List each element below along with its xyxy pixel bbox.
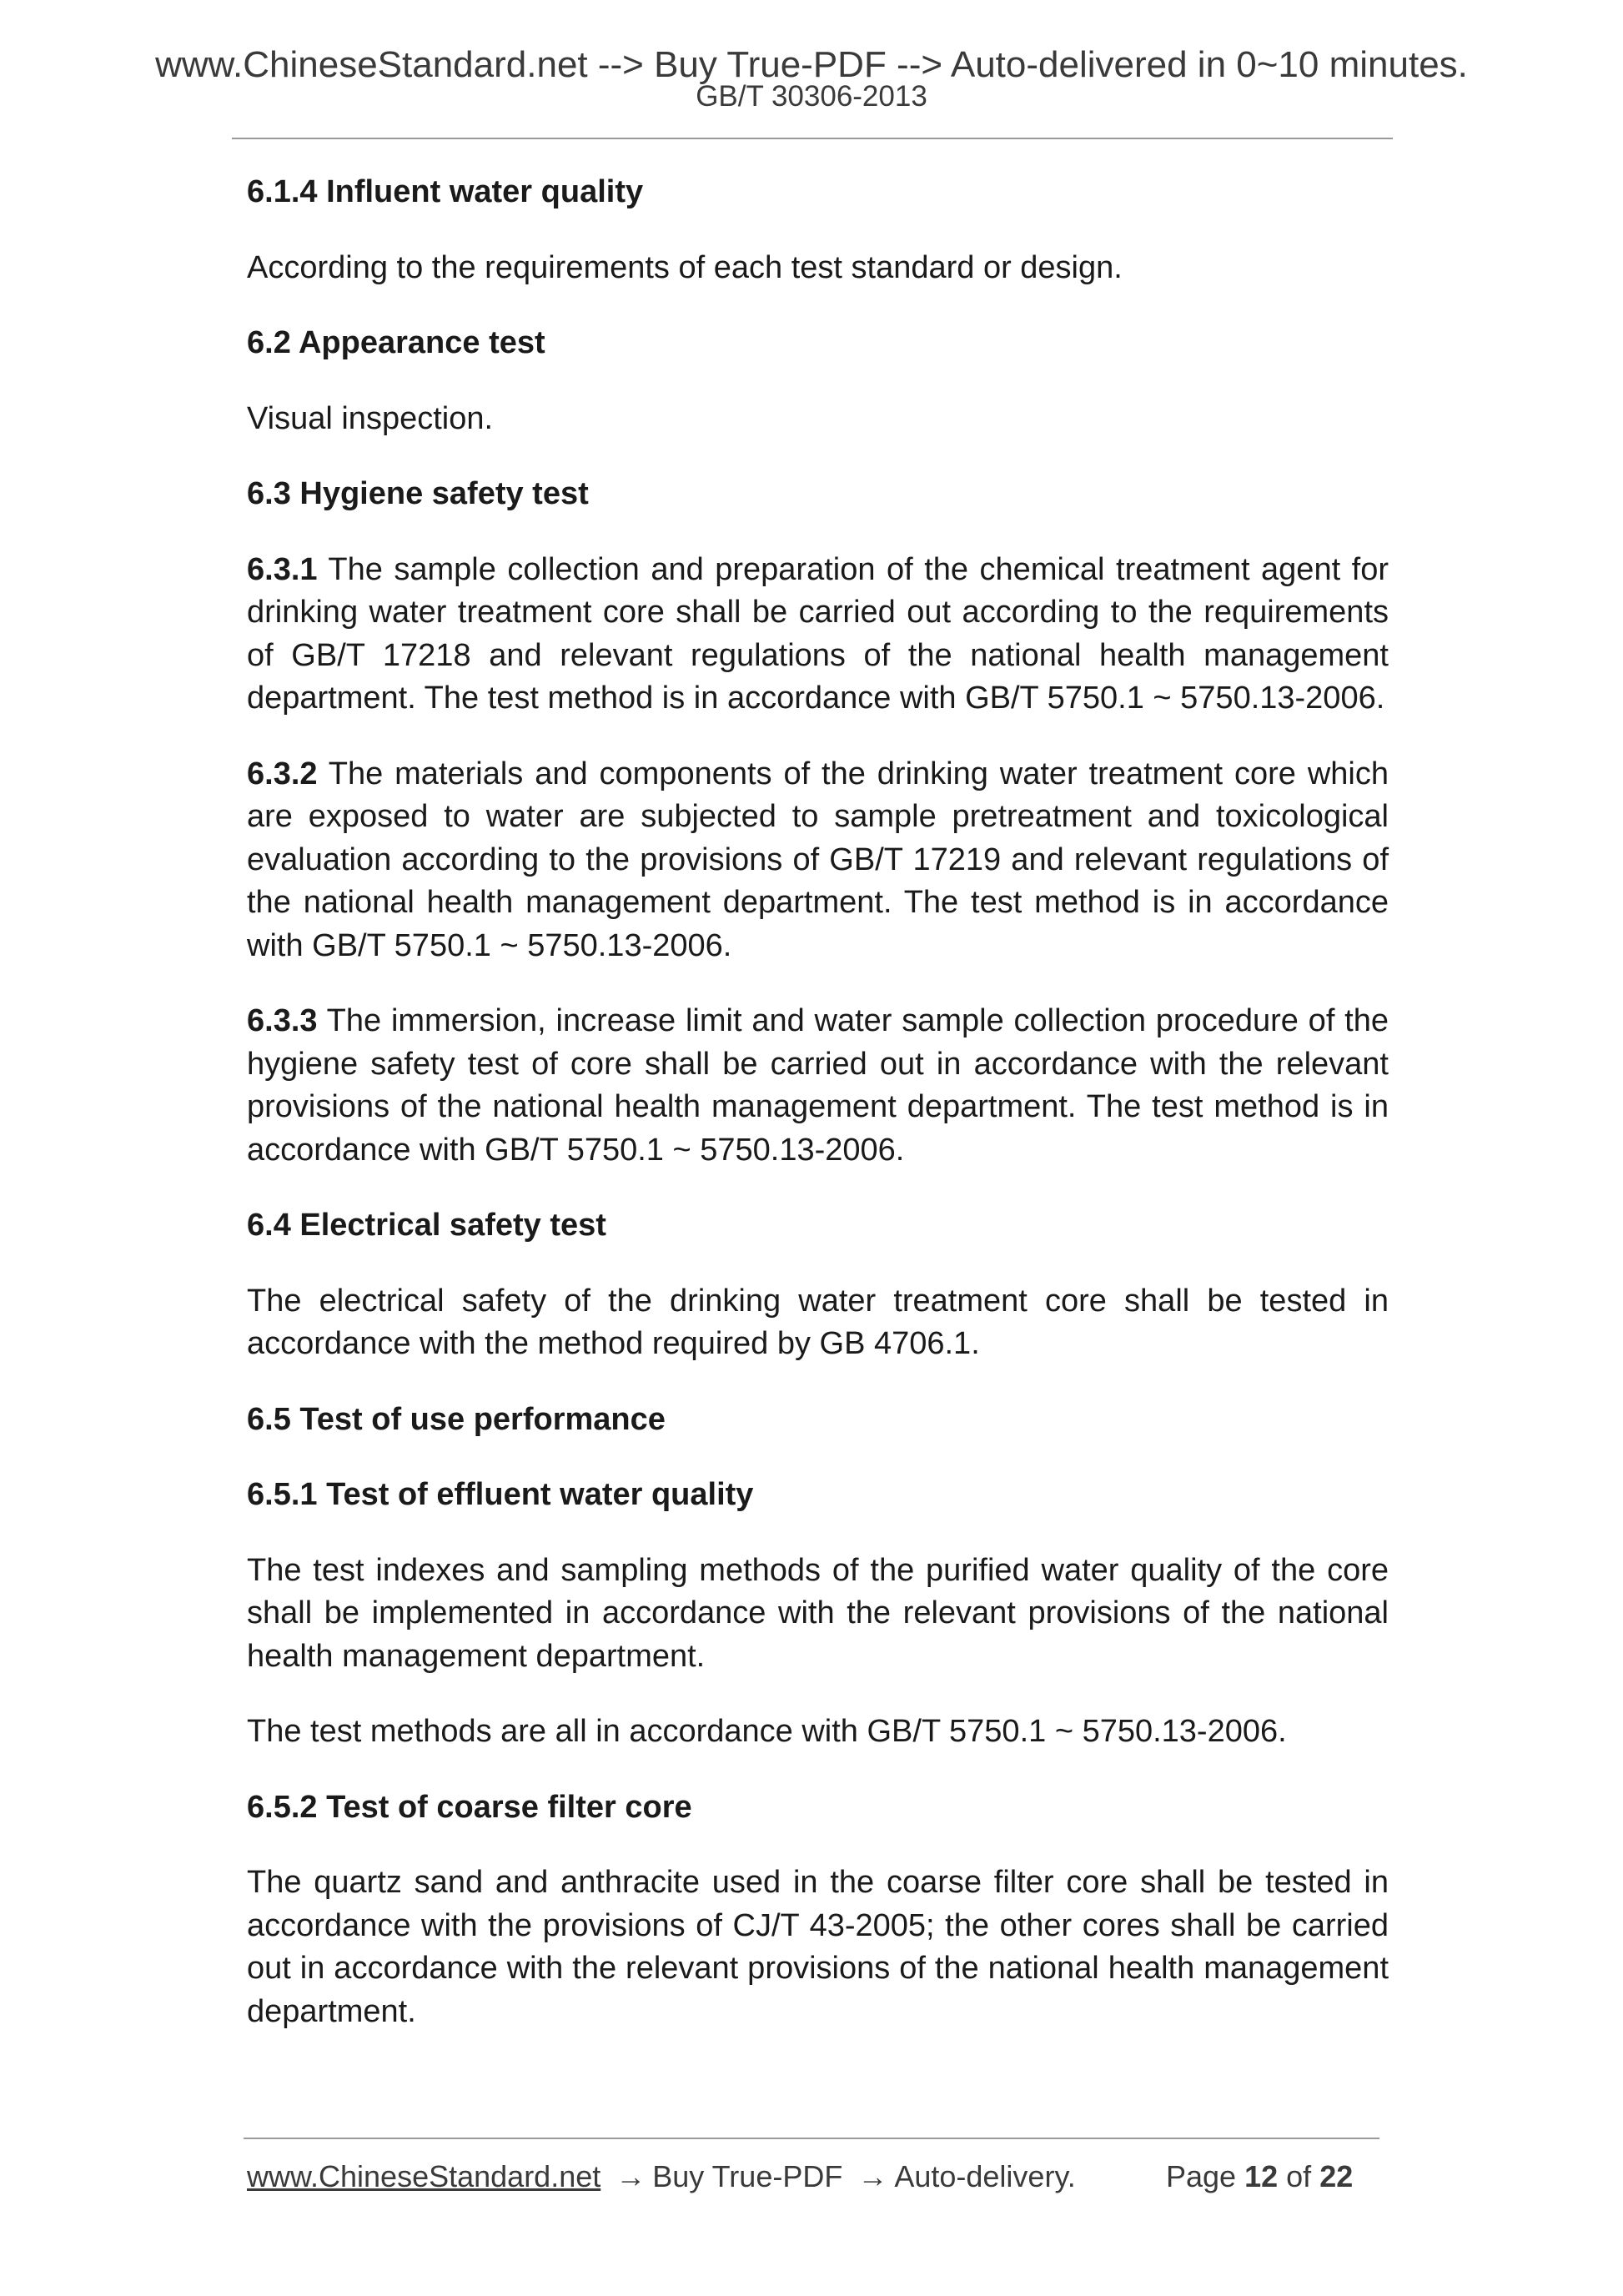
section-paragraph-6-5-1-a: The test indexes and sampling methods of the purified water quality of the core shall be implemented in accordance with the relevant provisions of the national health management department. (247, 1552, 1389, 1674)
footer-links (247, 2155, 1076, 2198)
section-heading-6-5-2: 6.5.2 Test of coarse filter core (247, 1789, 692, 1825)
footer-site-link[interactable]: www.ChineseStandard.net (247, 2159, 601, 2193)
clause-text: The immersion, increase limit and water sample collection procedure of the hygiene safety test of core shall be carried out in accordance with the relevant provisions of the national health management department. The test method is in accordance with GB/T 5750.1 ~ 5750.13-2006. (247, 1003, 1389, 1168)
footer-buy-text: Buy True-PDF (652, 2159, 843, 2193)
header-divider (232, 138, 1393, 139)
of-label: of (1286, 2159, 1312, 2193)
page-current: 12 (1244, 2159, 1279, 2193)
footer-divider (244, 2138, 1379, 2139)
arrow-right-icon: → (616, 2159, 646, 2193)
clause-number: 6.3.2 (247, 756, 318, 791)
page-total: 22 (1319, 2159, 1354, 2193)
section-paragraph-6-5-1-b: The test methods are all in accordance with GB/T 5750.1 ~ 5750.13-2006. (247, 1714, 1287, 1749)
section-paragraph-6-1-4: According to the requirements of each test standard or design. (247, 249, 1123, 285)
section-heading-6-3: 6.3 Hygiene safety test (247, 476, 589, 511)
clause-6-3-3 (247, 1000, 1389, 1172)
header-banner: www.ChineseStandard.net --> Buy True-PDF --> Auto-delivered in 0~10 minutes. (155, 44, 1468, 85)
section-paragraph-6-2: Visual inspection. (247, 400, 494, 436)
document-code: GB/T 30306-2013 (696, 80, 927, 113)
clause-6-3-1 (247, 549, 1389, 721)
section-heading-6-5: 6.5 Test of use performance (247, 1401, 666, 1437)
footer-auto-text: Auto-delivery. (894, 2159, 1076, 2193)
clause-6-3-2 (247, 753, 1389, 968)
page-content (247, 171, 1389, 2066)
page-number (1166, 2155, 1353, 2198)
clause-text: The sample collection and preparation of the chemical treatment agent for drinking water treatment core shall be carried out according to the requirements of GB/T 17218 and relevant regulations of the national health management department. The test method is in accordance with GB/T 5750.1 ~ 5750.13-2006. (247, 551, 1389, 716)
section-heading-6-2: 6.2 Appearance test (247, 325, 545, 360)
section-paragraph-6-5-2: The quartz sand and anthracite used in the coarse filter core shall be tested in accordance with the provisions of CJ/T 43-2005; the other cores shall be carried out in accordance with the relevant provisions of the national health management department. (247, 1865, 1389, 2029)
page-label: Page (1166, 2159, 1237, 2193)
clause-number: 6.3.1 (247, 551, 318, 587)
arrow-right-icon: → (857, 2159, 888, 2193)
clause-number: 6.3.3 (247, 1003, 318, 1038)
section-paragraph-6-4: The electrical safety of the drinking water treatment core shall be tested in accordance with the method required by GB 4706.1. (247, 1283, 1389, 1361)
section-heading-6-1-4: 6.1.4 Influent water quality (247, 174, 644, 209)
section-heading-6-4: 6.4 Electrical safety test (247, 1208, 606, 1243)
clause-text: The materials and components of the drinking water treatment core which are exposed to water are subjected to sample pretreatment and toxicological evaluation according to the provisions of GB/T 17219 and relevant regulations of the national health management department. The test method is in accordance with GB/T 5750.1 ~ 5750.13-2006. (247, 756, 1389, 963)
section-heading-6-5-1: 6.5.1 Test of effluent water quality (247, 1477, 754, 1512)
